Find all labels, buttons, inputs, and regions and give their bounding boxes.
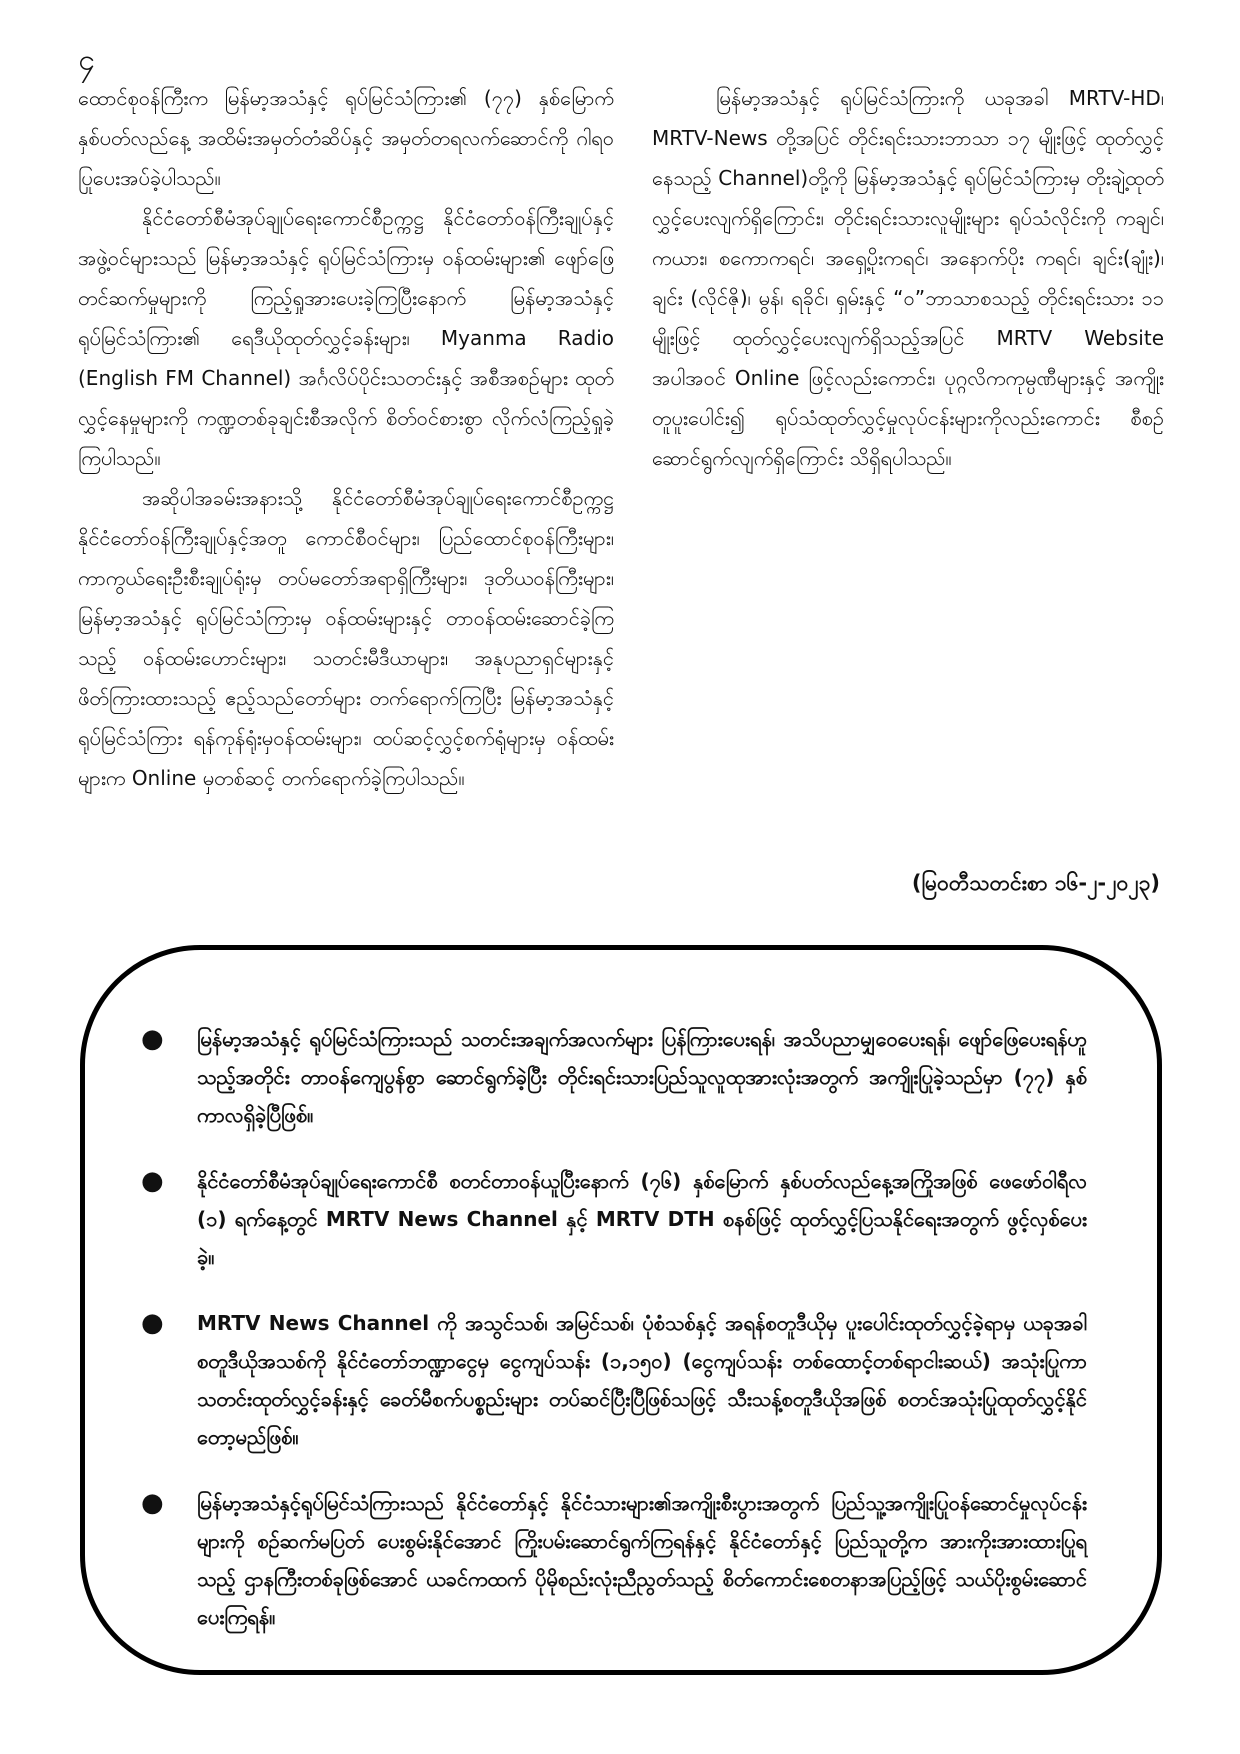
- left-column: [78, 78, 614, 798]
- list-item-text: နိုင်ငံတော်စီမံအုပ်ချုပ်ရေးကောင်စီ စတင်တာဝန်ယူပြီးနောက် (၇၆) နှစ်မြောက် နှစ်ပတ်လည်နေ့အကြိုအဖြစ် ဖေဖော်ဝါရီလ (၁) ရက်နေ့တွင် MRTV News Channel နှင့် MRTV DTH စနစ်ဖြင့် ထုတ်လွှင့်ပြသနိုင်ရေးအတွက် ဖွင့်လှစ်ပေးခဲ့။: [197, 1169, 1087, 1269]
- page-number: ၄: [78, 43, 95, 78]
- list-item-text: မြန်မာ့အသံနှင့်ရုပ်မြင်သံကြားသည် နိုင်ငံတော်နှင့် နိုင်ငံသားများ၏အကျိုးစီးပွားအတွက် ပြည်သူ့အကျိုးပြုဝန်ဆောင်မှုလုပ်ငန်းများကို စဉ်ဆက်မပြတ် ပေးစွမ်းနိုင်အောင် ကြိုးပမ်းဆောင်ရွက်ကြရန်နှင့် နိုင်ငံတော်နှင့် ပြည်သူတို့က အားကိုးအားထားပြုရသည့် ဌာနကြီးတစ်ခုဖြစ်အောင် ယခင်ကထက် ပိုမိုစည်းလုံးညီညွတ်သည့် စိတ်ကောင်းစေတနာအပြည့်ဖြင့် သယ်ပိုးစွမ်းဆောင်ပေးကြရန်။: [197, 1491, 1087, 1629]
- list-item: [141, 1162, 1087, 1276]
- list-item: [141, 1304, 1087, 1456]
- bullet-icon: ●: [141, 1488, 164, 1518]
- paragraph: အဆိုပါအခမ်းအနားသို့ နိုင်ငံတော်စီမံအုပ်ချုပ်ရေးကောင်စီဥက္ကဋ္ဌ နိုင်ငံတော်ဝန်ကြီးချုပ်နှင့်အတူ ကောင်စီဝင်များ၊ ပြည်ထောင်စုဝန်ကြီးများ၊ ကာကွယ်ရေးဦးစီးချုပ်ရုံးမှ တပ်မတော်အရာရှိကြီးများ၊ ဒုတိယဝန်ကြီးများ၊ မြန်မာ့အသံနှင့် ရုပ်မြင်သံကြားမှ ဝန်ထမ်းများနှင့် တာဝန်ထမ်းဆောင်ခဲ့ကြသည့် ဝန်ထမ်းဟောင်းများ၊ သတင်းမီဒီယာများ၊ အနုပညာရှင်များနှင့် ဖိတ်ကြားထားသည့် ဧည့်သည်တော်များ တက်ရောက်ကြပြီး မြန်မာ့အသံနှင့်ရုပ်မြင်သံကြား ရန်ကုန်ရုံးမှဝန်ထမ်းများ၊ ထပ်ဆင့်လွှင့်စက်ရုံများမှ ဝန်ထမ်းများက Online မှတစ်ဆင့် တက်ရောက်ခဲ့ကြပါသည်။: [78, 486, 614, 790]
- list-item: [141, 1484, 1087, 1636]
- right-column: [652, 78, 1164, 478]
- list-item-text: မြန်မာ့အသံနှင့် ရုပ်မြင်သံကြားသည် သတင်းအချက်အလက်များ ပြန်ကြားပေးရန်၊ အသိပညာမျှဝေပေးရန်၊ ဖျော်ဖြေပေးရန်ဟူသည့်အတိုင်း တာဝန်ကျေပွန်စွာ ဆောင်ရွက်ခဲ့ပြီး တိုင်းရင်းသားပြည်သူလူထုအားလုံးအတွက် အကျိုးပြုခဲ့သည်မှာ (၇၇) နှစ် ကာလရှိခဲ့ပြီဖြစ်။: [197, 1027, 1087, 1127]
- paragraph: မြန်မာ့အသံနှင့် ရုပ်မြင်သံကြားကို ယခုအခါ MRTV-HD၊ MRTV-News တို့အပြင် တိုင်းရင်းသားဘာသာ ၁၇ မျိုးဖြင့် ထုတ်လွှင့်နေသည့် Channel)တို့ကို မြန်မာ့အသံနှင့် ရုပ်မြင်သံကြားမှ တိုးချဲ့ထုတ်လွှင့်ပေးလျက်ရှိကြောင်း၊ တိုင်းရင်းသားလူမျိုးများ ရုပ်သံလိုင်းကို ကချင်၊ ကယား၊ စကောကရင်၊ အရှေ့ပိုးကရင်၊ အနောက်ပိုး ကရင်၊ ချင်း(ချုံး)၊ ချင်း (လိုင်ဇို)၊ မွန်၊ ရခိုင်၊ ရှမ်းနှင့် “ဝ”ဘာသာစသည့် တိုင်းရင်းသား ၁၁ မျိုးဖြင့် ထုတ်လွှင့်ပေးလျက်ရှိသည့်အပြင် MRTV Website အပါအဝင် Online ဖြင့်လည်းကောင်း၊ ပုဂ္ဂလိကကုမ္ပဏီများနှင့် အကျိုးတူပူးပေါင်း၍ ရုပ်သံထုတ်လွှင့်မှုလုပ်ငန်းများကိုလည်းကောင်း စီစဉ်ဆောင်ရွက်လျက်ရှိကြောင်း သိရှိရပါသည်။: [652, 86, 1164, 470]
- bullet-icon: ●: [141, 1308, 164, 1338]
- highlights-box: [80, 945, 1162, 1675]
- highlights-list: [85, 950, 1157, 1636]
- list-item: [141, 1020, 1087, 1134]
- bullet-icon: ●: [141, 1166, 164, 1196]
- paragraph: နိုင်ငံတော်စီမံအုပ်ချုပ်ရေးကောင်စီဥက္ကဋ္ဌ နိုင်ငံတော်ဝန်ကြီးချုပ်နှင့် အဖွဲ့ဝင်များသည် မြန်မာ့အသံနှင့် ရုပ်မြင်သံကြားမှ ဝန်ထမ်းများ၏ ဖျော်ဖြေတင်ဆက်မှုများကို ကြည့်ရှုအားပေးခဲ့ကြပြီးနောက် မြန်မာ့အသံနှင့်ရုပ်မြင်သံကြား၏ ရေဒီယိုထုတ်လွှင့်ခန်းများ၊ Myanma Radio (English FM Channel) အင်္ဂလိပ်ပိုင်းသတင်းနှင့် အစီအစဉ်များ ထုတ်လွှင့်နေမှုများကို ကဏ္ဍတစ်ခုချင်းစီအလိုက် စိတ်ဝင်စားစွာ လိုက်လံကြည့်ရှုခဲ့ကြပါသည်။: [78, 206, 614, 470]
- source-citation: (မြဝတီသတင်းစာ ၁၆-၂-၂၀၂၃): [911, 871, 1160, 895]
- list-item-text: MRTV News Channel ကို အသွင်သစ်၊ အမြင်သစ်၊ ပုံစံသစ်နှင့် အရန်စတူဒီယိုမှ ပူးပေါင်းထုတ်လွှင့်ခဲ့ရာမှ ယခုအခါ စတူဒီယိုအသစ်ကို နိုင်ငံတော်ဘဏ္ဍာငွေမှ ငွေကျပ်သန်း (၁,၁၅၀) (ငွေကျပ်သန်း တစ်ထောင့်တစ်ရာငါးဆယ်) အသုံးပြုကာ သတင်းထုတ်လွှင့်ခန်းနှင့် ခေတ်မီစက်ပစ္စည်းများ တပ်ဆင်ပြီးပြီဖြစ်သဖြင့် သီးသန့်စတူဒီယိုအဖြစ် စတင်အသုံးပြုထုတ်လွှင့်နိုင်တော့မည်ဖြစ်။: [197, 1311, 1087, 1449]
- paragraph: ထောင်စုဝန်ကြီးက မြန်မာ့အသံနှင့် ရုပ်မြင်သံကြား၏ (၇၇) နှစ်မြောက် နှစ်ပတ်လည်နေ့ အထိမ်းအမှတ်တံဆိပ်နှင့် အမှတ်တရလက်ဆောင်ကို ဂါရဝပြုပေးအပ်ခဲ့ပါသည်။: [78, 86, 614, 190]
- bullet-icon: ●: [141, 1024, 164, 1054]
